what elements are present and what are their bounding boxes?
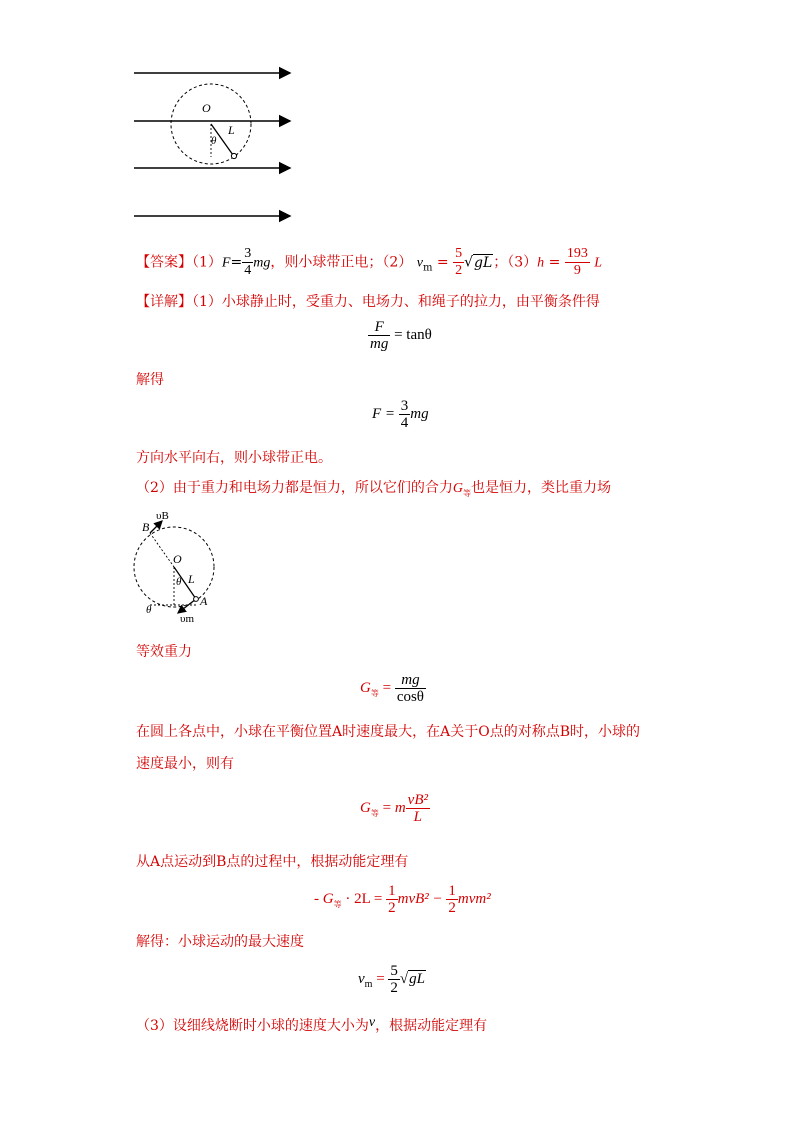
equation-2: F = $\frac{3}{4}$ mg (372, 398, 429, 431)
fraction: $\frac{193}{9}$ (566, 246, 588, 278)
equiv-gravity-label: 等效重力 (136, 644, 192, 660)
para-2: 速度最小，则有 (136, 756, 234, 772)
equation-6: $v_m$ = $\frac{5}{2}$ √gL (358, 963, 425, 996)
label-vB: υB (156, 510, 169, 522)
equivalent-gravity-diagram (120, 505, 230, 625)
label-O: O (173, 552, 182, 566)
detail-tag: 【详解】 (136, 294, 192, 310)
label-B: B (142, 520, 150, 534)
solve-label-2: 解得：小球运动的最大速度 (136, 934, 304, 950)
answer-tag: 【答案】 (136, 254, 192, 271)
vB-arrow (150, 521, 162, 533)
equation-3: $G_等$ = $\frac{mg}{\cos\theta}$ (360, 672, 424, 705)
fraction: $\frac{5}{2}$ (455, 246, 463, 278)
label-theta: θ (211, 135, 217, 147)
equation-1: $\frac{F}{mg}$ = tanθ (370, 319, 432, 352)
part2-intro: （2）由于重力和电场力都是恒力，所以它们的合力$G_等$也是恒力，类比重力场 (136, 480, 612, 498)
solve-label: 解得 (136, 372, 164, 388)
label-vm: υm (180, 613, 195, 625)
fraction: $\frac{1}{2}$ (388, 883, 396, 916)
label-L: L (188, 572, 195, 586)
fraction: $\frac{\text{vB²}}{L}$ (407, 792, 428, 825)
ball-A (194, 597, 199, 602)
direction-line: 方向水平向右，则小球带正电。 (136, 450, 332, 466)
label-theta: θ (176, 576, 182, 588)
fraction: $\frac{1}{2}$ (448, 883, 456, 916)
fraction: $\frac{5}{2}$ (390, 963, 398, 996)
label-L: L (228, 123, 235, 137)
fraction: $\frac{3}{4}$ (400, 398, 409, 431)
diameter-dashed (150, 533, 174, 567)
label-theta2: θ (146, 604, 152, 616)
para-1: 在圆上各点中，小球在平衡位置A时速度最大，在A关于O点的对称点B时，小球的 (136, 724, 640, 740)
ball (231, 153, 236, 158)
label-O: O (202, 101, 211, 115)
fraction: $\frac{F}{mg}$ (370, 319, 389, 352)
field-diagram (120, 55, 310, 230)
label-A: A (200, 594, 208, 608)
detail-line1: 【详解】（1）小球静止时，受重力、电场力、和绳子的拉力，由平衡条件得 (136, 294, 600, 310)
fraction: $\frac{3}{4}$ (244, 246, 252, 278)
answer-line: 【答案】（1）F= $\frac{3}{4}$ mg，则小球带正电；（2） $v_m$ = $\frac{5}{2}$ √gL；（3）h = $\frac{193}{9}$ L (136, 246, 603, 278)
para-3: 从A点运动到B点的过程中，根据动能定理有 (136, 854, 409, 870)
equation-4: $G_等 = m$ $\frac{\text{vB²}}{L}$ (360, 792, 428, 825)
fraction: $\frac{mg}{\cos\theta}$ (396, 672, 424, 705)
part3-line: （3）设细线烧断时小球的速度大小为v，根据动能定理有 (136, 1015, 488, 1034)
equation-5: - $G_等 \cdot 2L$ = $\frac{1}{2}$ mvB² − $\frac{1}{2}$ mvm² (314, 883, 491, 916)
